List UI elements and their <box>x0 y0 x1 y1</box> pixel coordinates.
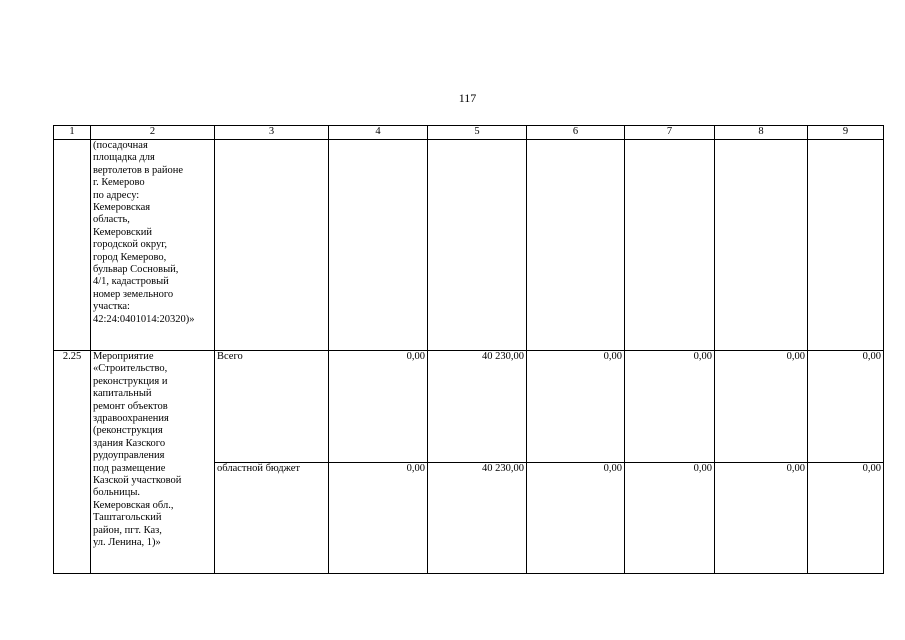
column-header-1: 1 <box>54 126 91 140</box>
row-2-25-description: Мероприятие «Строительство, реконструкция и капитальный ремонт объектов здравоохранения (реконструкция здания Казского рудоуправления под размещение Казской участковой больницы. Кемеровская обл., Таштагольский район, пгт. Каз, ул. Ленина, 1)» <box>91 351 215 574</box>
row-2-25-regional-value-7: 0,00 <box>625 462 715 574</box>
row-continued-cell-4 <box>329 140 428 351</box>
row-2-25-source-regional: областной бюджет <box>215 462 329 574</box>
column-header-3: 3 <box>215 126 329 140</box>
row-2-25-total-value-8: 0,00 <box>715 351 808 463</box>
column-header-6: 6 <box>527 126 625 140</box>
row-continued-cell-7 <box>625 140 715 351</box>
row-2-25-regional-value-5: 40 230,00 <box>428 462 527 574</box>
row-2-25-total-value-5: 40 230,00 <box>428 351 527 463</box>
row-2-25-source-total: Всего <box>215 351 329 463</box>
column-header-9: 9 <box>808 126 884 140</box>
column-header-8: 8 <box>715 126 808 140</box>
column-number-header-row <box>54 126 884 140</box>
column-header-5: 5 <box>428 126 527 140</box>
financing-table <box>53 125 884 574</box>
row-continued-description: (посадочная площадка для вертолетов в районе г. Кемерово по адресу: Кемеровская область, Кемеровский городской округ, город Кемерово, бульвар Сосновый, 4/1, кадастровый номер земельного участка: 42:24:0401014:20320)» <box>91 140 215 351</box>
row-continued-code-cell <box>54 140 91 351</box>
row-2-25-total-value-4: 0,00 <box>329 351 428 463</box>
row-continued-cell-8 <box>715 140 808 351</box>
row-2-25-regional-value-4: 0,00 <box>329 462 428 574</box>
column-header-7: 7 <box>625 126 715 140</box>
column-header-4: 4 <box>329 126 428 140</box>
row-2-25-total-value-6: 0,00 <box>527 351 625 463</box>
row-continued-cell-5 <box>428 140 527 351</box>
table-row-continued <box>54 140 884 351</box>
row-2-25-regional-value-8: 0,00 <box>715 462 808 574</box>
row-continued-cell-3 <box>215 140 329 351</box>
row-2-25-regional-value-9: 0,00 <box>808 462 884 574</box>
row-continued-cell-6 <box>527 140 625 351</box>
row-2-25-total-value-7: 0,00 <box>625 351 715 463</box>
row-2-25-total-value-9: 0,00 <box>808 351 884 463</box>
row-2-25-code: 2.25 <box>54 351 91 574</box>
row-continued-cell-9 <box>808 140 884 351</box>
column-header-2: 2 <box>91 126 215 140</box>
page-number: 117 <box>458 91 477 105</box>
row-2-25-regional-value-6: 0,00 <box>527 462 625 574</box>
table-row-2-25-total <box>54 351 884 463</box>
